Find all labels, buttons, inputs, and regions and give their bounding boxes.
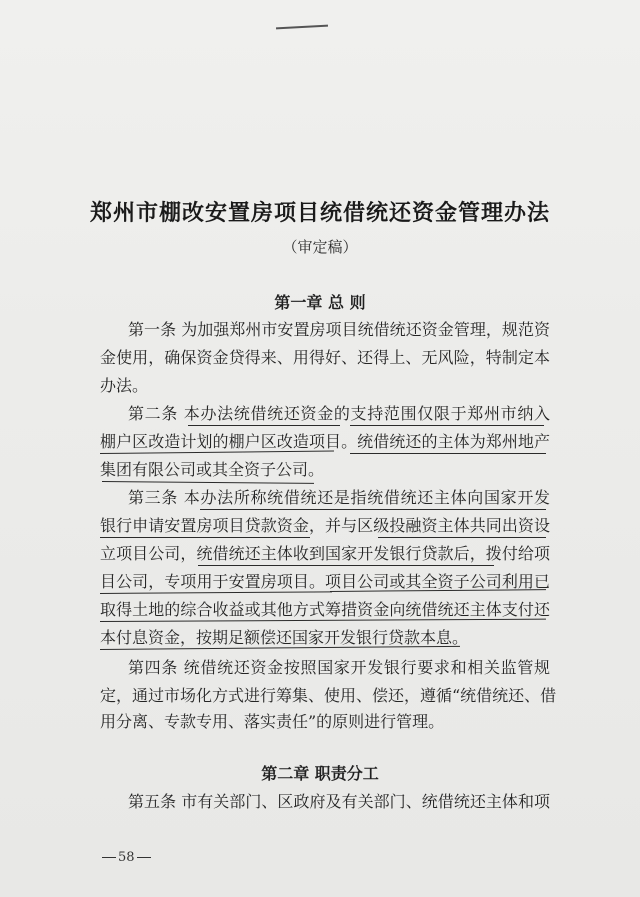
article-3-line-4: 目公司，专项用于安置房项目。项目公司或其全资子公司利用已 bbox=[100, 572, 550, 591]
handwritten-underline bbox=[378, 537, 546, 538]
handwritten-underline bbox=[100, 537, 310, 538]
page-footer bbox=[100, 850, 153, 865]
handwritten-underline bbox=[350, 425, 544, 426]
article-4-line-1: 第四条 统借统还资金按照国家开发银行要求和相关监管规 bbox=[128, 658, 550, 677]
article-4-line-3: 用分离、专款专用、落实责任”的原则进行管理。 bbox=[100, 712, 445, 731]
handwritten-underline bbox=[350, 453, 546, 454]
article-3-line-1: 第三条 本办法所称统借统还是指统借统还主体向国家开发 bbox=[128, 488, 550, 507]
article-3-line-3: 立项目公司，统借统还主体收到国家开发银行贷款后，拨付给项 bbox=[100, 544, 550, 563]
article-3-line-2: 银行申请安置房项目贷款资金，并与区级投融资主体共同出资设 bbox=[100, 516, 550, 535]
handwritten-underline bbox=[188, 425, 340, 426]
article-1-line-3: 办法。 bbox=[100, 376, 149, 395]
article-5-line-1: 第五条 市有关部门、区政府及有关部门、统借统还主体和项 bbox=[128, 792, 550, 811]
article-4-line-2: 定，通过市场化方式进行筹集、使用、偿还，遵循“统借统还、借 bbox=[100, 686, 557, 705]
article-1-line-2: 金使用，确保资金贷得来、用得好、还得上、无风险，特制定本 bbox=[100, 348, 550, 367]
page-number: 58 bbox=[118, 850, 135, 865]
footer-dash-right bbox=[137, 857, 151, 858]
article-3-line-5: 取得土地的综合收益或其他方式筹措资金向统借统还主体支付还 bbox=[100, 600, 550, 619]
document-title: 郑州市棚改安置房项目统借统还资金管理办法 bbox=[89, 200, 550, 226]
article-1-line-1: 第一条 为加强郑州市安置房项目统借统还资金管理，规范资 bbox=[128, 320, 550, 339]
handwritten-underline bbox=[102, 481, 314, 484]
handwritten-underline bbox=[100, 591, 332, 594]
handwritten-underline bbox=[200, 509, 546, 510]
article-2-line-2: 棚户区改造计划的棚户区改造项目。统借统还的主体为郑州地产 bbox=[100, 432, 550, 451]
document-subtitle: （审定稿） bbox=[282, 238, 358, 256]
article-2-line-3: 集团有限公司或其全资子公司。 bbox=[100, 460, 325, 479]
article-2-line-1: 第二条 本办法统借统还资金的支持范围仅限于郑州市纳入 bbox=[128, 404, 550, 423]
footer-dash-left bbox=[102, 857, 116, 858]
chapter-1-heading: 第一章 总 则 bbox=[274, 293, 366, 312]
pen-mark bbox=[276, 25, 328, 30]
article-3-line-6: 本付息资金，按期足额偿还国家开发银行贷款本息。 bbox=[100, 628, 469, 647]
handwritten-underline bbox=[198, 565, 494, 566]
chapter-2-heading: 第二章 职责分工 bbox=[261, 764, 379, 783]
